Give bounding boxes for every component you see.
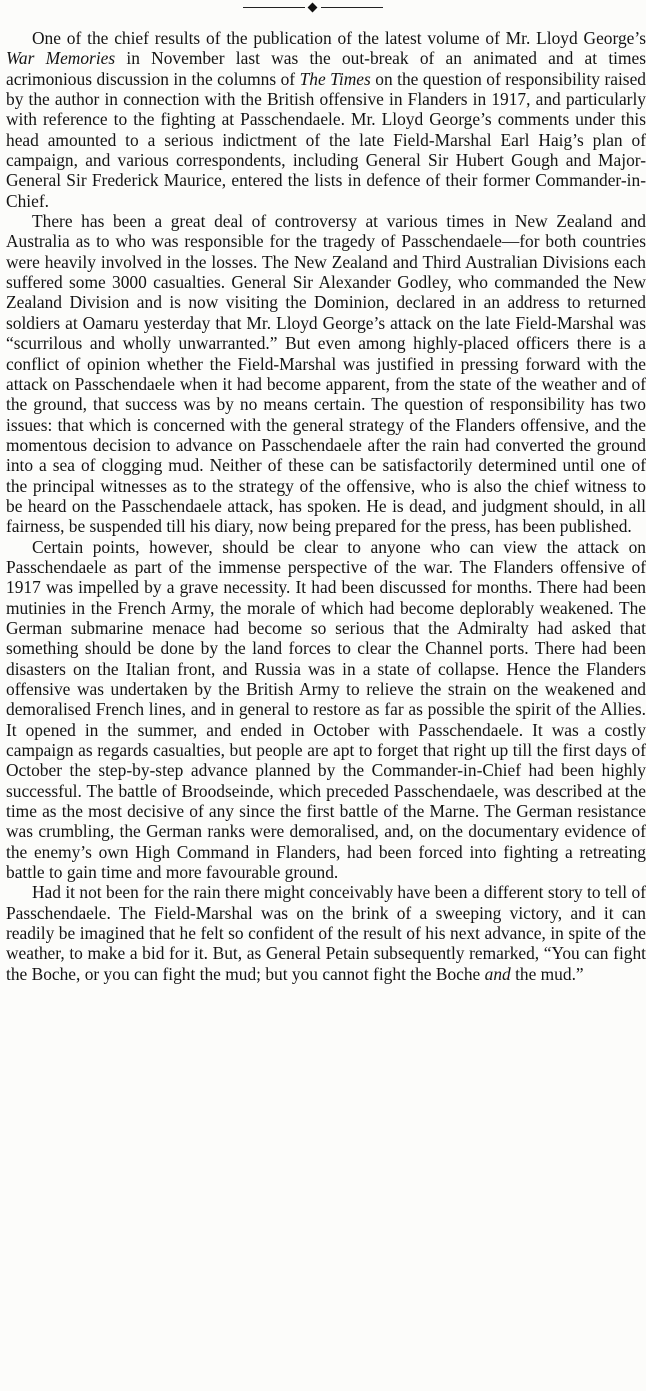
paragraph-4-text-b: the mud.” <box>510 963 584 984</box>
ornament-rule-right <box>321 7 383 8</box>
editorial-article <box>6 28 646 984</box>
paragraph-2-text: There has been a great deal of controversy at various times in New Zealand and Australia as to who was responsible for the tragedy of Passchendaele—for both countries were heavily involved in the losses. The New Zealand and Third Australian Divisions each suffered some 3000 casualties. General Sir Alexander Godley, who commanded the New Zealand Division and is now visiting the Dominion, declared in an address to returned soldiers at Oamaru yesterday that Mr. Lloyd George’s attack on the late Field-Marshal was “scurrilous and wholly unwarranted.” But even among highly-placed officers there is a conflict of opinion whether the Field-Marshal was justified in pressing forward with the attack on Passchendaele when it had become apparent, from the state of the weather and of the ground, that success was by no means certain. The question of responsibility has two issues: that which is concerned with the general strategy of the Flanders offensive, and the momentous decision to advance on Passchendaele after the rain had converted the ground into a sea of clogging mud. Neither of these can be satisfactorily determined until one of the principal witnesses as to the strategy of the offensive, who is also the chief witness to be heard on the Passchendaele attack, has spoken. He is dead, and judgment should, in all fairness, be suspended till his diary, now being prepared for the press, has been published. <box>6 211 646 537</box>
article-paragraph-4 <box>6 882 646 984</box>
emphasis-and: and <box>484 963 511 984</box>
newspaper-title-the-times: The Times <box>299 68 371 89</box>
article-paragraph-3 <box>6 537 646 883</box>
paragraph-1-text-b: in November last was the out-break of an animated and at times acrimonious discussion in the columns of <box>6 48 646 89</box>
book-title-war-memories: War Memories <box>6 48 116 69</box>
article-paragraph-1 <box>6 28 646 211</box>
article-paragraph-2 <box>6 211 646 537</box>
paragraph-1-text-a: One of the chief results of the publication of the latest volume of Mr. Lloyd George’s <box>32 28 646 48</box>
paragraph-4-text-a: Had it not been for the rain there might conceivably have been a different story to tell of Passchendaele. The Field-Marshal was on the brink of a sweeping victory, and it can readily be imagined that he felt so confident of the result of his next advance, in spite of the weather, to make a bid for it. But, as General Petain subsequently remarked, “You can fight the Boche, or you can fight the mud; but you cannot fight the Boche <box>6 882 646 984</box>
paragraph-1-text-c: on the question of responsibility raised by the author in connection with the British offensive in Flanders in 1917, and particularly with reference to the fighting at Passchendaele. Mr. Lloyd George’s comments under this head amounted to a serious indictment of the late Field-Marshal Earl Haig’s plan of campaign, and various correspondents, including General Sir Hubert Gough and Major-General Sir Frederick Maurice, entered the lists in defence of their former Commander-in-Chief. <box>6 68 646 211</box>
column-head-ornament <box>243 2 383 14</box>
ornament-rule-left <box>243 7 305 8</box>
paragraph-3-text: Certain points, however, should be clear to anyone who can view the attack on Passchendaele as part of the immense perspective of the war. The Flanders offensive of 1917 was impelled by a grave necessity. It had been discussed for months. There had been mutinies in the French Army, the morale of which had become deplorably weakened. The German submarine menace had become so serious that the Admiralty had asked that something should be done by the land forces to clear the Channel ports. There had been disasters on the Italian front, and Russia was in a state of collapse. Hence the Flanders offensive was undertaken by the British Army to relieve the strain on the weakened and demoralised French lines, and in general to restore as far as possible the spirit of the Allies. It opened in the summer, and ended in October with Passchendaele. It was a costly campaign as regards casualties, but people are apt to forget that right up till the first days of October the step-by-step advance planned by the Commander-in-Chief had been highly successful. The battle of Broodseinde, which preceded Passchendaele, was described at the time as the most decisive of any since the first battle of the Marne. The German resistance was crumbling, the German ranks were demoralised, and, on the documentary evidence of the enemy’s own High Command in Flanders, had been forced into fighting a retreating battle to gain time and more favourable ground. <box>6 536 646 883</box>
ornament-diamond-icon <box>308 3 318 13</box>
